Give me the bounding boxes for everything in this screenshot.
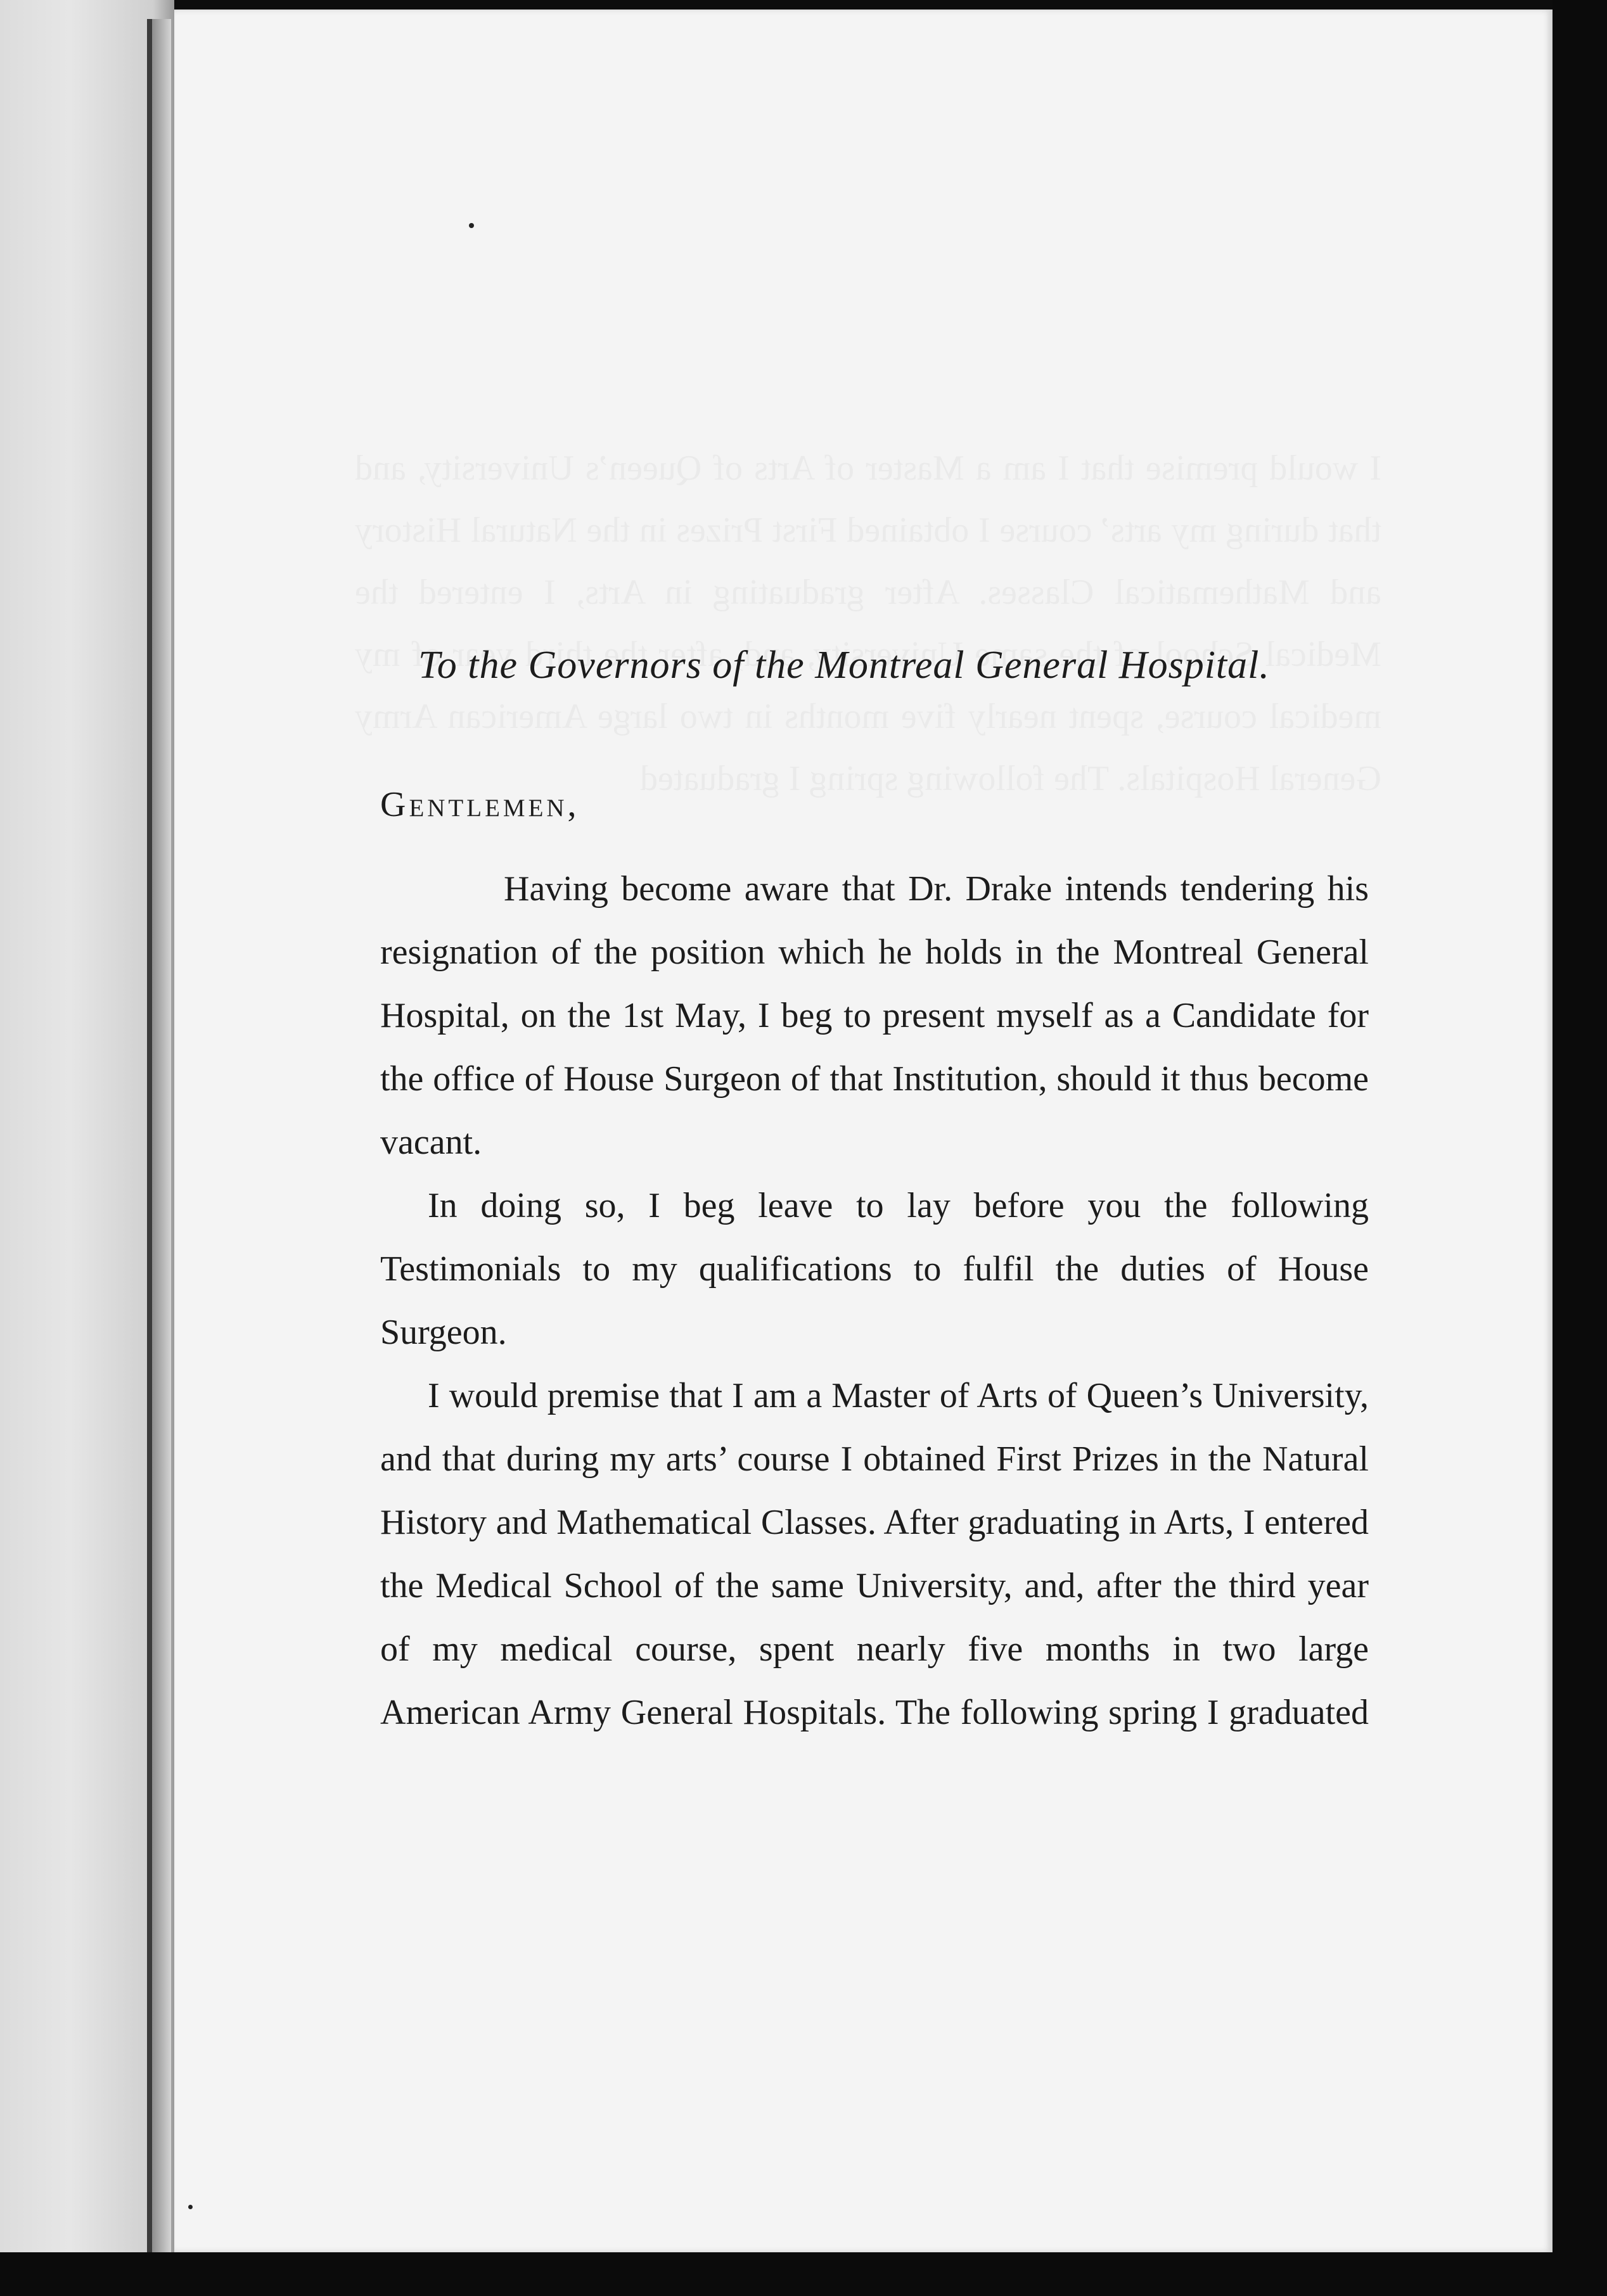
- spine-shadow: [152, 19, 171, 2281]
- salutation: Gentlemen,: [380, 785, 580, 824]
- book-spine: [147, 19, 152, 2281]
- letter-body: [380, 857, 1369, 1744]
- scan-speck: [469, 223, 474, 228]
- scan-speck: [188, 2205, 193, 2209]
- scan-border-bottom: [0, 2252, 1607, 2296]
- paragraph-3: I would premise that I am a Master of Arts of Queen’s University, and that during my arts’ course I obtained First Prizes in the Natural History and Mathematical Classes. After graduating in Arts, I entered the Medical School of the same University, and, after the third year of my medical course, spent nearly five months in two large American Army General Hospitals. The following spring I graduated: [380, 1376, 1369, 1732]
- paragraph-1: Having become aware that Dr. Drake intends tendering his resignation of the position which he holds in the Montreal General Hospital, on the 1st May, I beg to present myself as a Candidate for the office of House Surgeon of that Institution, should it thus become vacant.: [380, 869, 1369, 1162]
- letter-heading: To the Governors of the Montreal General Hospital.: [418, 644, 1270, 687]
- paragraph-2: In doing so, I beg leave to lay before you the following Testimonials to my qualifications to fulfil the duties of House Surgeon.: [380, 1186, 1369, 1352]
- reverse-side-bleed: [355, 437, 1381, 810]
- scan-border-right: [1553, 0, 1607, 2296]
